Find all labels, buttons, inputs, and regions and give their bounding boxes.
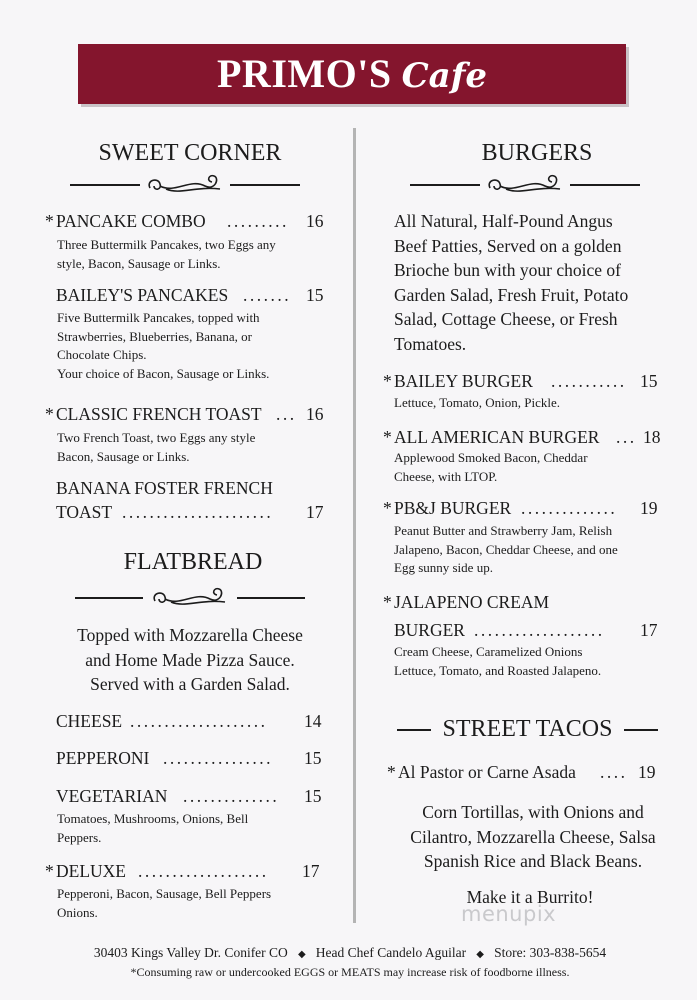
section-title-street-tacos: STREET TACOS bbox=[395, 716, 660, 743]
item-description: Peanut Butter and Strawberry Jam, Relish Jalapeno, Bacon, Cheddar Cheese, and one Egg sunny side up. bbox=[394, 523, 618, 575]
flourish-icon bbox=[410, 172, 640, 196]
menu-item-pancake-combo: * PANCAKE COMBO ......... 16 bbox=[45, 211, 324, 231]
menu-item-vegetarian: VEGETARIAN .............. 15 bbox=[56, 786, 322, 806]
section-title-flatbread: FLATBREAD bbox=[123, 549, 263, 575]
item-description: Lettuce, Tomato, Onion, Pickle. bbox=[394, 395, 561, 410]
item-description: Tomatoes, Mushrooms, Onions, Bell Peppers. bbox=[57, 811, 249, 845]
menu-item-jalapeno-cream-burger: * JALAPENO CREAM bbox=[383, 592, 550, 612]
burrito-option: Make it a Burrito! bbox=[466, 887, 594, 907]
diamond-icon: ◆ bbox=[297, 949, 306, 960]
diamond-icon: ◆ bbox=[476, 949, 484, 960]
menu-item-all-american-burger: * ALL AMERICAN BURGER ... 18 bbox=[383, 427, 661, 447]
section-title-sweet-corner: SWEET CORNER bbox=[98, 140, 282, 166]
item-description: Two French Toast, two Eggs any style Bacon, Sausage or Links. bbox=[57, 430, 256, 464]
column-divider bbox=[353, 128, 356, 923]
menu-item-cheese: CHEESE .................... 14 bbox=[56, 711, 322, 731]
footer-address: 30403 Kings Valley Dr. Conifer CO bbox=[93, 945, 288, 960]
footer-info bbox=[40, 945, 660, 961]
menu-item-banana-foster-line2: TOAST ...................... 17 bbox=[56, 502, 324, 522]
menu-item-banana-foster: BANANA FOSTER FRENCH bbox=[56, 478, 273, 498]
flourish-icon bbox=[70, 172, 300, 196]
footer-chef: Head Chef Candelo Aguilar bbox=[315, 945, 467, 960]
menu-item-baileys-pancakes: BAILEY'S PANCAKES ....... 15 bbox=[56, 285, 324, 305]
menu-item-pbj-burger: * PB&J BURGER .............. 19 bbox=[383, 498, 658, 518]
menu-item-classic-french-toast: * CLASSIC FRENCH TOAST ... 16 bbox=[45, 404, 324, 424]
flourish-icon bbox=[75, 585, 305, 609]
menu-item-street-tacos: * Al Pastor or Carne Asada .... 19 bbox=[387, 762, 656, 782]
item-description: Three Buttermilk Pancakes, two Eggs any style, Bacon, Sausage or Links. bbox=[57, 237, 276, 271]
item-description: Cream Cheese, Caramelized Onions Lettuce, Tomato, and Roasted Jalapeno. bbox=[394, 644, 602, 678]
item-description: Pepperoni, Bacon, Sausage, Bell Peppers Onions. bbox=[57, 886, 272, 920]
tacos-description: Corn Tortillas, with Onions and Cilantro, Mozzarella Cheese, Salsa Spanish Rice and Black Beans. bbox=[410, 802, 656, 871]
cafe-name: PRIMO'S bbox=[217, 51, 392, 96]
flatbread-intro: Topped with Mozzarella Cheese and Home Made Pizza Sauce. Served with a Garden Salad. bbox=[77, 625, 303, 694]
footer-warning: *Consuming raw or undercooked EGGS or MEATS may increase risk of foodborne illness. bbox=[130, 965, 570, 979]
cafe-subtitle: Cafe bbox=[401, 56, 487, 96]
item-description: Applewood Smoked Bacon, Cheddar Cheese, with LTOP. bbox=[394, 450, 588, 484]
menu-item-jalapeno-cream-burger-line2: BURGER ................... 17 bbox=[394, 620, 658, 640]
watermark: menupix bbox=[461, 902, 557, 926]
menu-item-deluxe: * DELUXE ................... 17 bbox=[45, 861, 320, 881]
burgers-intro: All Natural, Half-Pound Angus Beef Patties, Served on a golden Brioche bun with your choice of Garden Salad, Fresh Fruit, Potato Salad, Cottage Cheese, or Fresh Tomatoes. bbox=[394, 211, 629, 354]
item-description: Five Buttermilk Pancakes, topped with Strawberries, Blueberries, Banana, or Chocolate Chips. Your choice of Bacon, Sausage or Links. bbox=[57, 310, 270, 381]
footer-phone: Store: 303-838-5654 bbox=[494, 945, 607, 960]
cafe-banner bbox=[78, 44, 626, 104]
menu-item-pepperoni: PEPPERONI ................ 15 bbox=[56, 748, 322, 768]
section-title-burgers: BURGERS bbox=[481, 140, 593, 166]
menu-item-bailey-burger: * BAILEY BURGER ........... 15 bbox=[383, 371, 658, 391]
